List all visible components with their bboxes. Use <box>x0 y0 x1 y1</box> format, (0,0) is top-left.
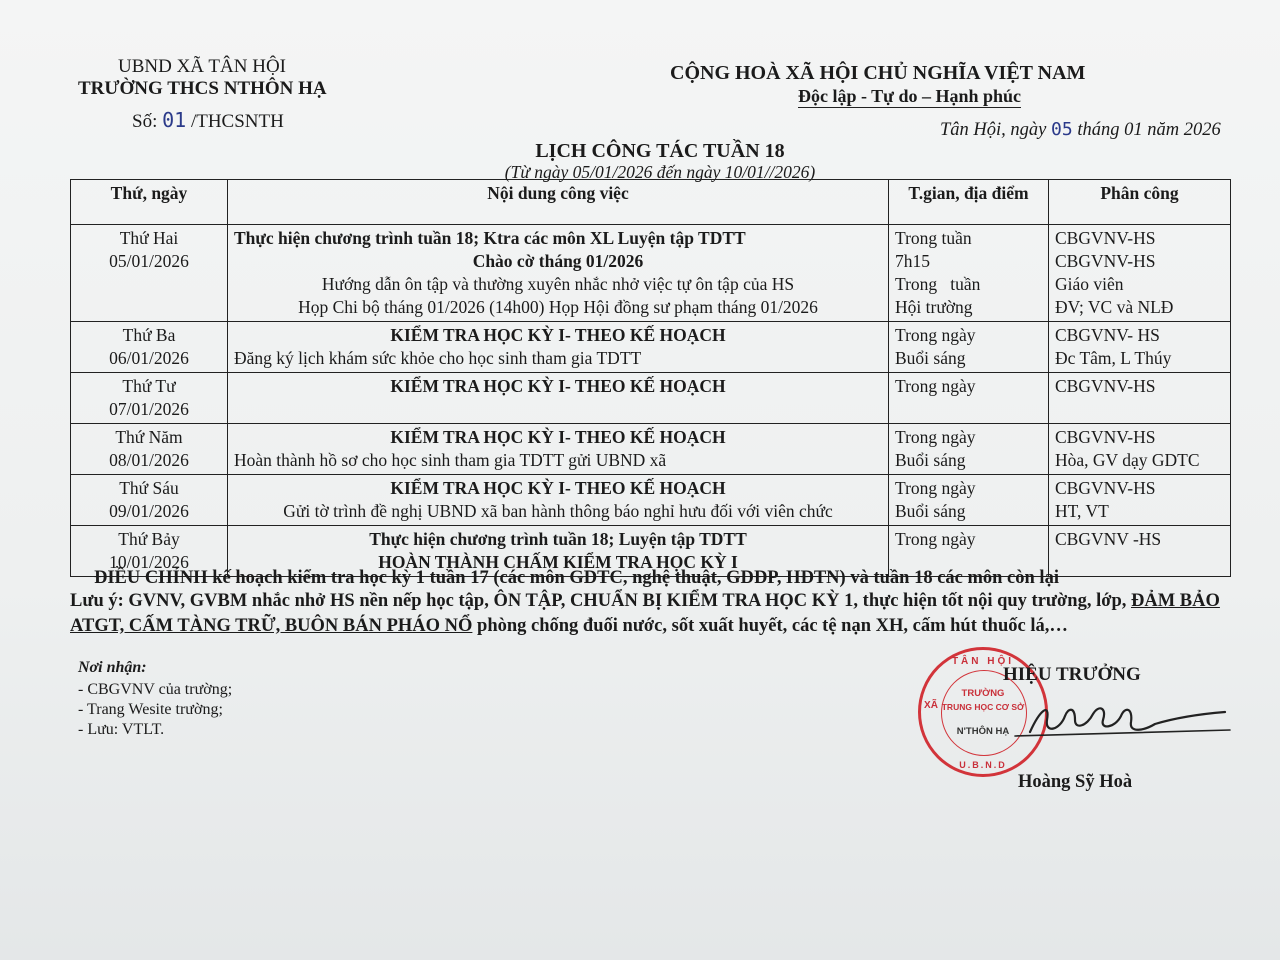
luu-y-tail: phòng chống đuối nước, sốt xuất huyết, các tệ nạn XH, cấm hút thuốc lá,… <box>477 616 1068 636</box>
day-cell <box>71 373 228 424</box>
header-content: Nội dung công việc <box>228 180 889 225</box>
task-line: Gửi tờ trình đề nghị UBND xã ban hành thông báo nghỉ hưu đối với viên chức <box>283 501 833 521</box>
school-name: TRƯỜNG THCS NTHÔN HẠ <box>78 78 327 99</box>
assign-cell <box>1049 424 1231 475</box>
day-date: 07/01/2026 <box>109 399 189 419</box>
task-line: Thực hiện chương trình tuần 18; Luyện tập TDTT <box>369 529 747 549</box>
task-line: Hoàn thành hồ sơ cho học sinh tham gia TDTT gửi UBND xã <box>234 450 667 470</box>
assign-line: Đc Tâm, L Thúy <box>1055 348 1172 368</box>
day-name: Thứ Sáu <box>119 478 179 498</box>
authority-name: UBND XÃ TÂN HỘI <box>118 56 287 77</box>
task-line: HOÀN THÀNH CHẤM KIỂM TRA HỌC KỲ I <box>378 552 738 572</box>
doc-number-prefix: Số: <box>132 111 158 132</box>
table-row <box>71 424 1231 475</box>
time-cell <box>889 475 1049 526</box>
stamp-bottom-text: U.B.N.D <box>959 760 1007 770</box>
assign-line: Hòa, GV dạy GDTC <box>1055 450 1200 470</box>
task-line: Đăng ký lịch khám sức khỏe cho học sinh tham gia TDTT <box>234 348 642 368</box>
assign-line: CBGVNV- HS <box>1055 325 1160 345</box>
table-header-row <box>71 180 1231 225</box>
task-line: Họp Chi bộ tháng 01/2026 (14h00) Họp Hội đồng sư phạm tháng 01/2026 <box>298 297 818 317</box>
assign-line: CBGVNV-HS <box>1055 376 1156 396</box>
header-day: Thứ, ngày <box>71 180 228 225</box>
day-cell <box>71 475 228 526</box>
signer-name: Hoàng Sỹ Hoà <box>1018 772 1133 792</box>
task-cell <box>228 475 889 526</box>
time-line: 7h15 <box>895 251 930 271</box>
assign-cell <box>1049 373 1231 424</box>
header-assignment: Phân công <box>1049 180 1231 225</box>
time-line: Trong ngày <box>895 427 976 447</box>
table-row <box>71 322 1231 373</box>
day-name: Thứ Bảy <box>118 529 180 549</box>
luu-y-note <box>70 589 1235 639</box>
day-date: 08/01/2026 <box>109 450 189 470</box>
assign-cell <box>1049 322 1231 373</box>
time-line: Hội trường <box>895 297 973 317</box>
date-suffix: tháng 01 năm 2026 <box>1077 120 1221 140</box>
nation-title: CỘNG HOÀ XÃ HỘI CHỦ NGHĨA VIỆT NAM <box>670 62 1086 84</box>
signer-role: HIỆU TRƯỞNG <box>1003 664 1141 685</box>
time-line: Trong tuần <box>895 228 972 248</box>
task-cell <box>228 424 889 475</box>
luu-y-underlined: ĐẢM BẢO ATGT, CẤM TÀNG TRỮ, BUÔN BÁN PHÁO NỔ <box>70 591 1220 636</box>
assign-line: ĐV; VC và NLĐ <box>1055 297 1174 317</box>
assign-line: CBGVNV -HS <box>1055 529 1162 549</box>
luu-y-label: Lưu ý: <box>70 591 124 611</box>
task-line: Chào cờ tháng 01/2026 <box>472 251 644 271</box>
recipient-item: - Lưu: VTLT. <box>78 721 165 738</box>
assign-line: CBGVNV-HS <box>1055 478 1156 498</box>
document-title: LỊCH CÔNG TÁC TUẦN 18 <box>535 140 785 162</box>
adjust-text: kế hoạch kiểm tra học kỳ 1 tuần 17 (các môn GDTC, nghệ thuật, GDĐP, HĐTN) và tuần 18 các môn còn lại <box>212 568 1059 588</box>
time-line: Buổi sáng <box>895 348 966 368</box>
task-cell <box>228 373 889 424</box>
doc-number-value: 01 <box>162 108 187 132</box>
time-cell <box>889 225 1049 322</box>
task-cell <box>228 225 889 322</box>
task-line: KIỂM TRA HỌC KỲ I- THEO KẾ HOẠCH <box>390 376 726 396</box>
time-line: Trong ngày <box>895 376 976 396</box>
header-time-place: T.gian, địa điểm <box>889 180 1049 225</box>
assign-line: CBGVNV-HS <box>1055 228 1156 248</box>
stamp-line2: TRUNG HỌC CƠ SỞ <box>941 702 1025 712</box>
stamp-line1: TRƯỜNG <box>961 688 1005 699</box>
task-cell <box>228 322 889 373</box>
assign-line: HT, VT <box>1055 501 1109 521</box>
day-date: 10/01/2026 <box>109 552 189 572</box>
assign-line: CBGVNV-HS <box>1055 251 1156 271</box>
assign-line: CBGVNV-HS <box>1055 427 1156 447</box>
task-line: KIỂM TRA HỌC KỲ I- THEO KẾ HOẠCH <box>390 427 726 447</box>
date-day: 05 <box>1051 119 1073 140</box>
task-line: KIỂM TRA HỌC KỲ I- THEO KẾ HOẠCH <box>390 478 726 498</box>
day-name: Thứ Ba <box>122 325 176 345</box>
document-subtitle: (Từ ngày 05/01/2026 đến ngày 10/01//2026) <box>504 162 816 182</box>
adjust-label: ĐIỀU CHỈNH <box>94 568 208 588</box>
time-line: Trong ngày <box>895 529 976 549</box>
table-row <box>71 475 1231 526</box>
task-line: KIỂM TRA HỌC KỲ I- THEO KẾ HOẠCH <box>390 325 726 345</box>
time-line: Trong ngày <box>895 478 976 498</box>
assign-cell <box>1049 475 1231 526</box>
recipient-item: - Trang Wesite trường; <box>78 701 223 718</box>
handwritten-signature <box>1005 690 1235 750</box>
stamp-line3: N'THÔN HẠ <box>956 726 1010 737</box>
date-prefix: Tân Hội, ngày <box>940 120 1047 140</box>
schedule-table <box>70 179 1231 577</box>
day-cell <box>71 322 228 373</box>
time-line: Buổi sáng <box>895 501 966 521</box>
day-name: Thứ Hai <box>119 228 179 248</box>
time-line: Buổi sáng <box>895 450 966 470</box>
time-line: Trong tuần <box>895 274 981 294</box>
doc-number-suffix: /THCSNTH <box>190 111 284 132</box>
day-cell <box>71 225 228 322</box>
time-line: Trong ngày <box>895 325 976 345</box>
adjust-note <box>70 565 1235 591</box>
stamp-left-text: XÃ <box>924 700 938 711</box>
time-cell <box>889 322 1049 373</box>
recipient-item: - CBGVNV của trường; <box>78 681 233 698</box>
stamp-top-text: TÂN HỘI <box>951 656 1015 667</box>
nation-motto: Độc lập - Tự do – Hạnh phúc <box>798 86 1022 106</box>
assign-cell <box>1049 225 1231 322</box>
place-date <box>940 119 1221 141</box>
day-date: 05/01/2026 <box>109 251 189 271</box>
doc-number <box>132 108 284 133</box>
luu-y-text: GVNV, GVBM nhắc nhở HS nền nếp học tập, ÔN TẬP, CHUẨN BỊ KIỂM TRA HỌC KỲ 1, thực hiện tốt nội quy trường, lớp, <box>128 591 1127 611</box>
time-cell <box>889 424 1049 475</box>
day-date: 09/01/2026 <box>109 501 189 521</box>
day-cell <box>71 424 228 475</box>
day-name: Thứ Tư <box>122 376 176 396</box>
table-row <box>71 373 1231 424</box>
table-row <box>71 225 1231 322</box>
task-line: Thực hiện chương trình tuần 18; Ktra các môn XL Luyện tập TDTT <box>234 228 746 248</box>
time-cell <box>889 373 1049 424</box>
assign-line: Giáo viên <box>1055 274 1124 294</box>
task-line: Hướng dẫn ôn tập và thường xuyên nhắc nhở việc tự ôn tập của HS <box>321 274 795 294</box>
day-name: Thứ Năm <box>115 427 183 447</box>
day-date: 06/01/2026 <box>109 348 189 368</box>
recipients-label: Nơi nhận: <box>78 659 147 676</box>
